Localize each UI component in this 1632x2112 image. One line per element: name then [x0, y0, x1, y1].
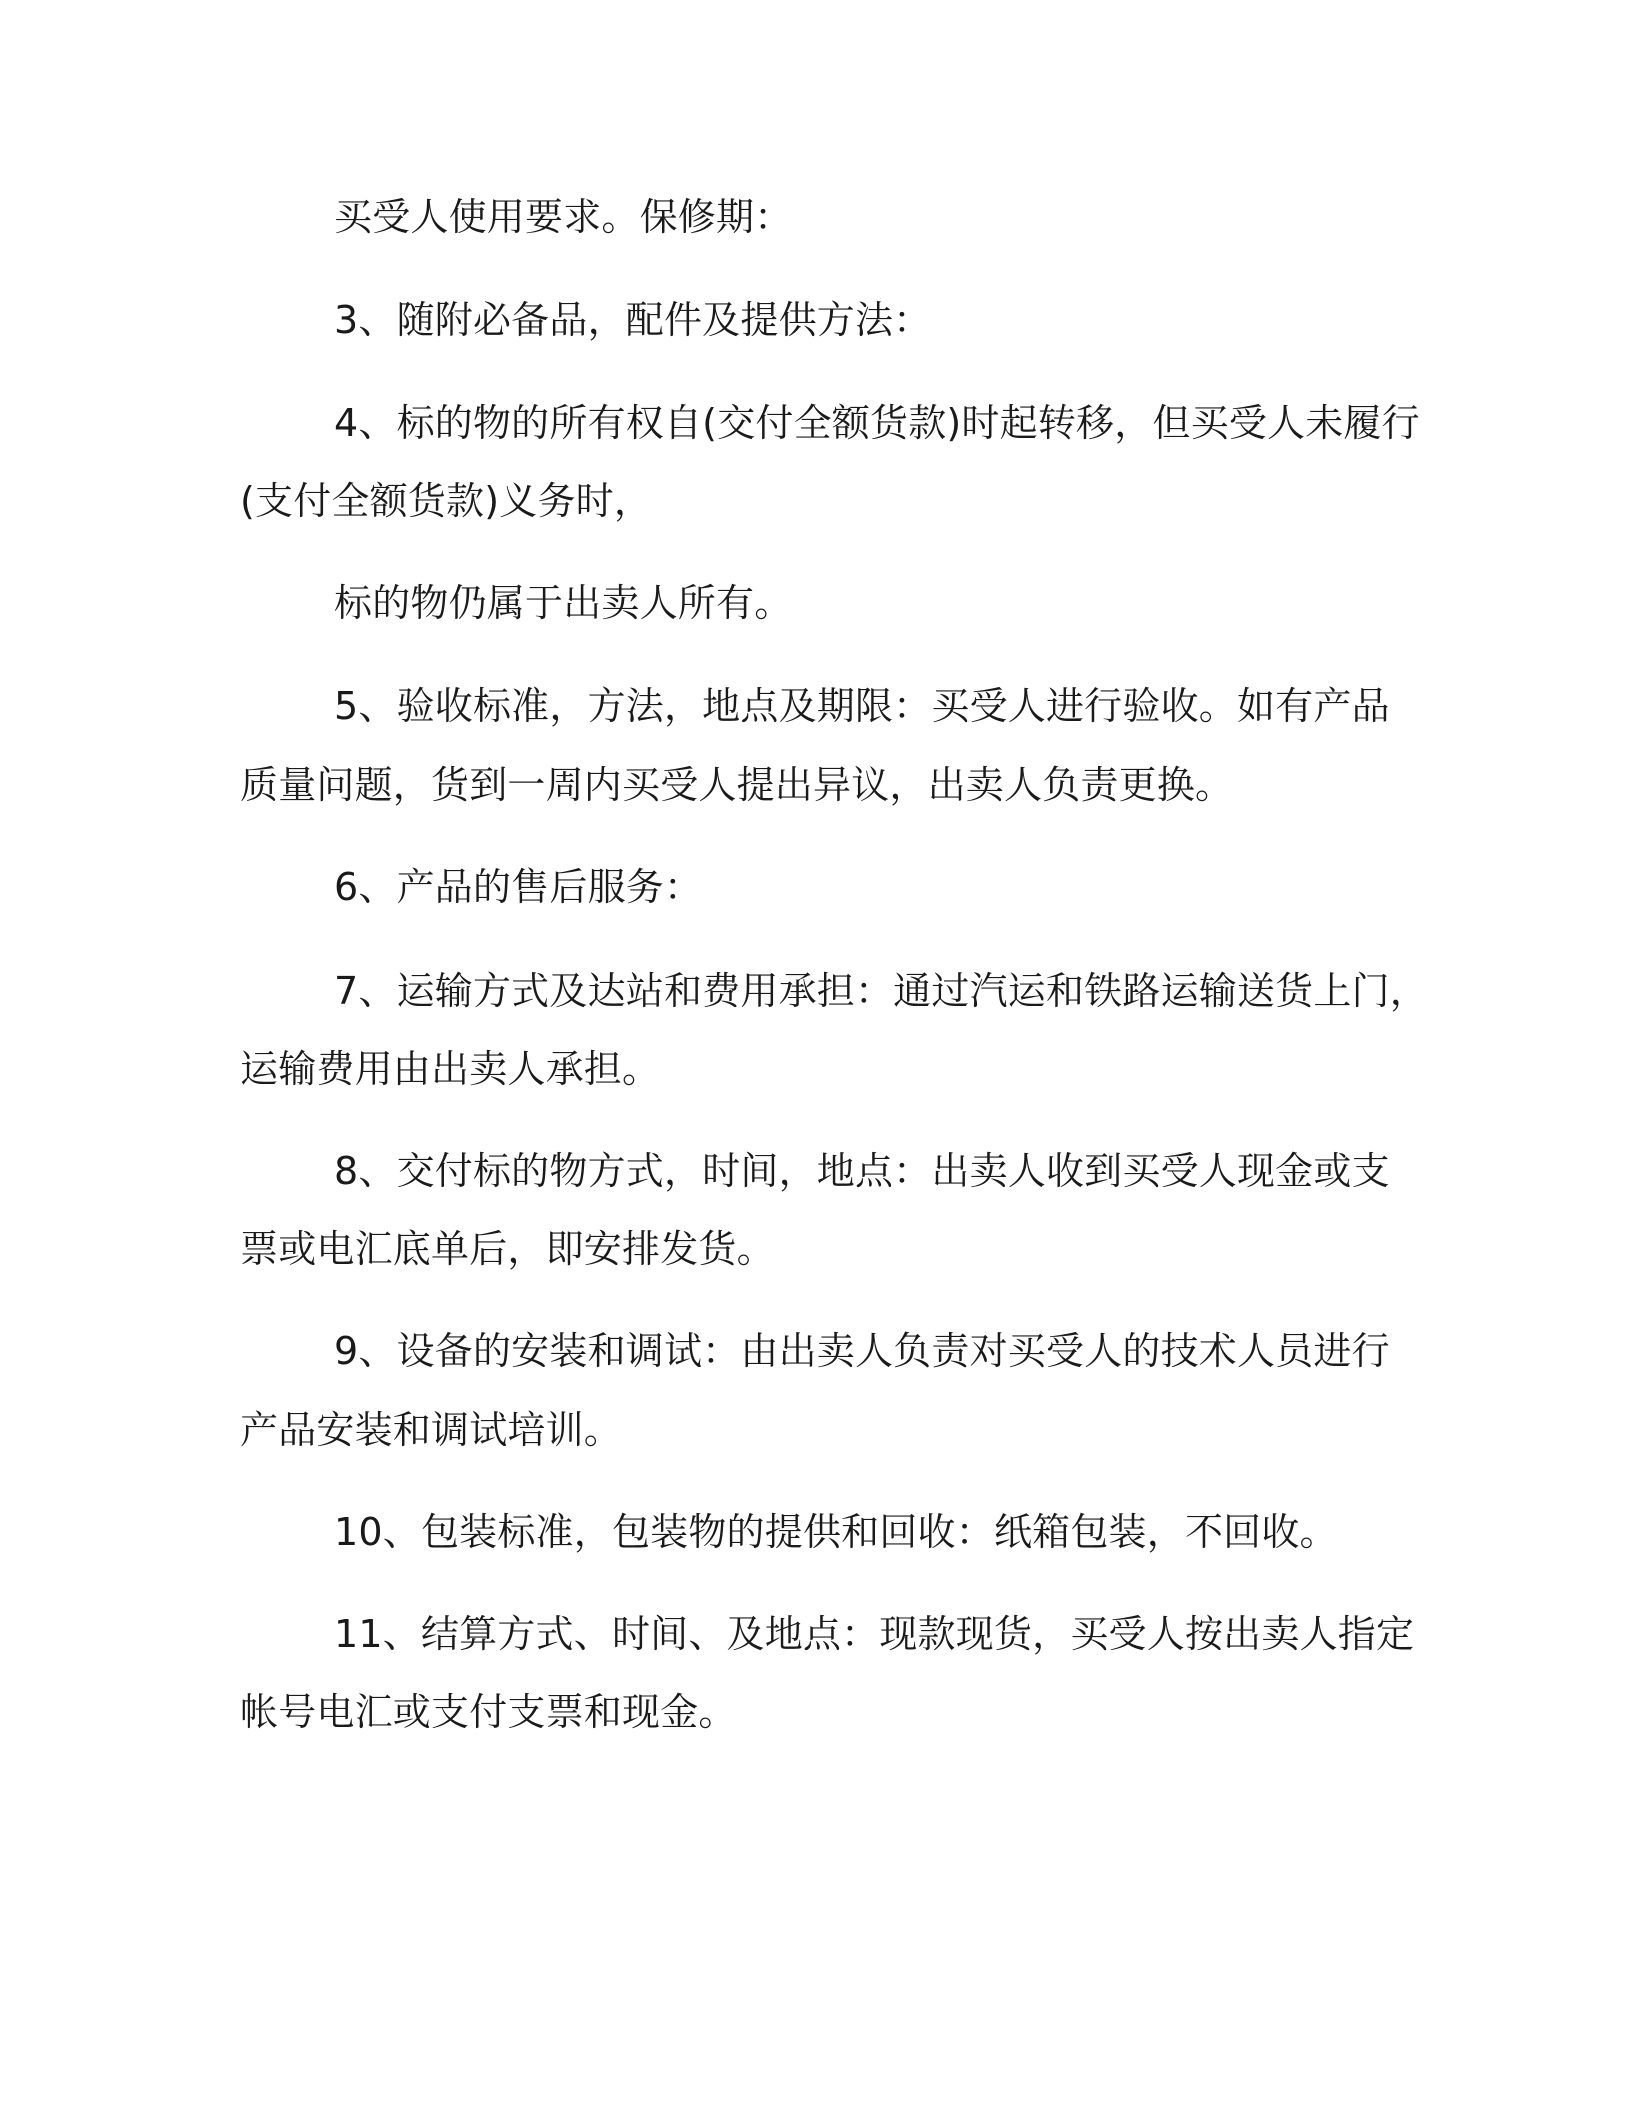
clause-5-line-1: 5、验收标准，方法，地点及期限：买受人进行验收。如有产品 — [334, 684, 1390, 728]
clause-4-line-3: 标的物仍属于出卖人所有。 — [334, 581, 793, 625]
clause-11-line-1: 11、结算方式、时间、及地点：现款现货，买受人按出卖人指定 — [334, 1612, 1415, 1656]
text-line-warranty: 买受人使用要求。保修期： — [334, 195, 793, 239]
clause-11-line-2: 帐号电汇或支付支票和现金。 — [240, 1690, 737, 1734]
clause-4-line-2: (支付全额货款)义务时， — [240, 479, 653, 523]
clause-3-line: 3、随附必备品，配件及提供方法： — [334, 298, 932, 342]
clause-10-line: 10、包装标准，包装物的提供和回收：纸箱包装，不回收。 — [334, 1510, 1338, 1554]
clause-8-line-1: 8、交付标的物方式，时间，地点：出卖人收到买受人现金或支 — [334, 1149, 1390, 1193]
clause-7-line-1: 7、运输方式及达站和费用承担：通过汽运和铁路运输送货上门， — [334, 969, 1428, 1013]
clause-8-line-2: 票或电汇底单后，即安排发货。 — [240, 1227, 775, 1271]
clause-9-line-2: 产品安装和调试培训。 — [240, 1408, 623, 1452]
clause-6-line: 6、产品的售后服务： — [334, 865, 703, 909]
clause-5-line-2: 质量问题，货到一周内买受人提出异议，出卖人负责更换。 — [240, 763, 1234, 807]
clause-7-line-2: 运输费用由出卖人承担。 — [240, 1047, 661, 1091]
clause-4-line-1: 4、标的物的所有权自(交付全额货款)时起转移，但买受人未履行 — [334, 401, 1420, 445]
clause-9-line-1: 9、设备的安装和调试：由出卖人负责对买受人的技术人员进行 — [334, 1329, 1390, 1373]
